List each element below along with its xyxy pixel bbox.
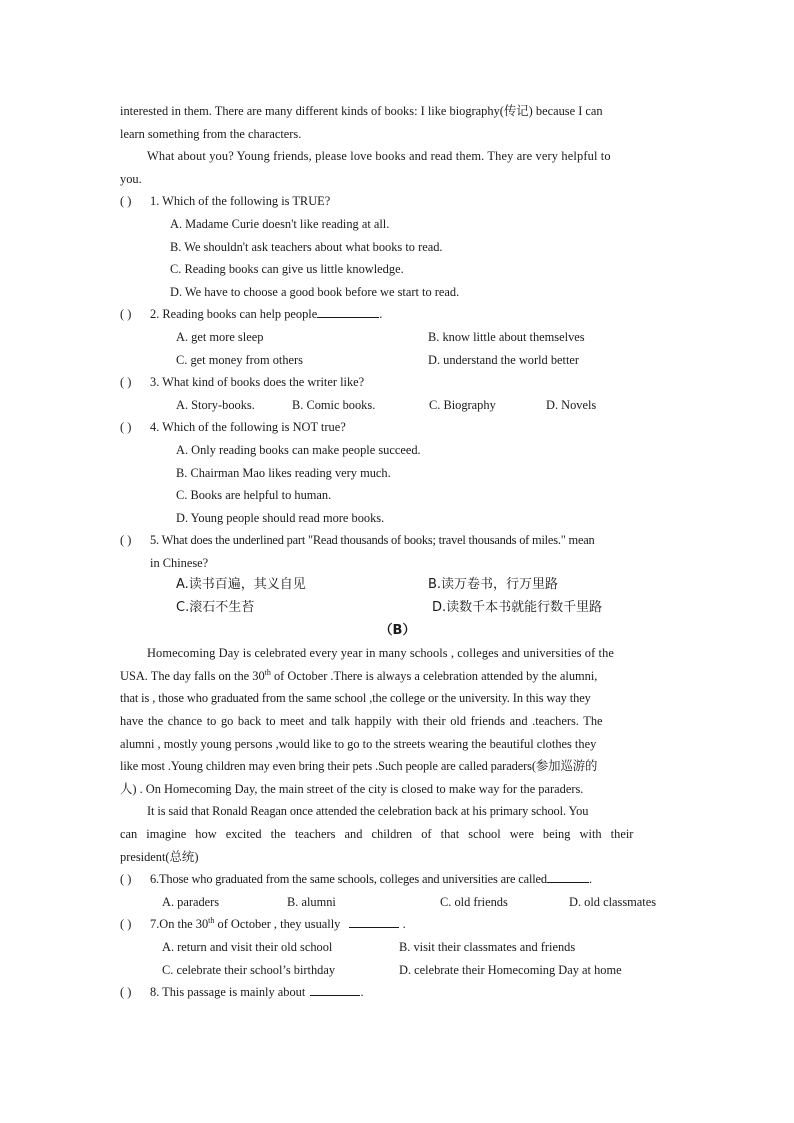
question-text-cont: in Chinese? (150, 555, 209, 570)
passage-line: It is said that Ronald Reagan once attended the celebration back at his primary school. You (147, 804, 589, 819)
passage-line: interested in them. There are many different kinds of books: I like biography(传记) because I can (120, 104, 603, 118)
option: A. paraders (162, 894, 220, 909)
option: A. return and visit their old school (162, 939, 333, 954)
passage-line: have the chance to go back to meet and talk happily with their old friends and .teachers. The (120, 714, 603, 729)
question-5 (120, 529, 675, 552)
option-row (120, 394, 675, 417)
answer-bracket[interactable]: ( ) (120, 917, 132, 932)
document-page (120, 100, 675, 1004)
question-7: ( ) 7.On the 30th of October , they usually . (120, 913, 675, 936)
passage-line: that is , those who graduated from the same school ,the college or the university. In this way they (120, 691, 591, 706)
option: D. Young people should read more books. (176, 510, 385, 525)
question-4 (120, 416, 675, 439)
option-row (120, 326, 675, 349)
question-text: 2. Reading books can help people (150, 307, 318, 322)
option: A. get more sleep (176, 329, 264, 344)
question-text: 1. Which of the following is TRUE? (150, 194, 331, 209)
passage-line: What about you? Young friends, please love books and read them. They are very helpful to (147, 149, 611, 164)
option-row (120, 574, 675, 597)
option: C.滚石不生苔 (176, 600, 255, 616)
option: B. visit their classmates and friends (399, 939, 576, 954)
option: B. alumni (287, 894, 336, 909)
option: A. Madame Curie doesn't like reading at all. (170, 216, 390, 231)
option: D. Novels (546, 397, 597, 412)
option: A.读书百遍，其义自见 (176, 577, 306, 593)
fill-blank[interactable] (317, 305, 379, 318)
question-text: 5. What does the underlined part "Read thousands of books; travel thousands of miles." mean (150, 533, 595, 548)
option: B. Comic books. (292, 397, 376, 412)
option: D. celebrate their Homecoming Day at home (399, 962, 622, 977)
answer-bracket[interactable]: ( ) (120, 194, 132, 209)
question-2: ( ) 2. Reading books can help people . (120, 303, 675, 326)
option: D. understand the world better (428, 352, 580, 367)
answer-bracket[interactable]: ( ) (120, 375, 132, 390)
option: A. Story-books. (176, 397, 255, 412)
answer-bracket[interactable]: ( ) (120, 872, 132, 887)
option: C. celebrate their school’s birthday (162, 962, 336, 977)
question-text: 8. This passage is mainly about (150, 985, 306, 1000)
fill-blank[interactable] (349, 915, 399, 928)
option: C. Reading books can give us little knowledge. (170, 262, 404, 277)
section-heading: （B） (379, 622, 416, 638)
option-row (120, 936, 675, 959)
passage-line: you. (120, 171, 142, 186)
passage-line: 人) . On Homecoming Day, the main street of the city is closed to make way for the paraders. (120, 781, 584, 796)
fill-blank[interactable] (547, 870, 589, 883)
option: C. get money from others (176, 352, 303, 367)
passage-line: alumni , mostly young persons ,would like to go to the streets wearing the beautiful clothes they (120, 736, 597, 751)
option: B. Chairman Mao likes reading very much. (176, 465, 391, 480)
option: D. old classmates (569, 894, 657, 909)
option-row (120, 349, 675, 372)
question-3 (120, 371, 675, 394)
answer-bracket[interactable]: ( ) (120, 420, 132, 435)
question-8: ( ) 8. This passage is mainly about . (120, 981, 675, 1004)
passage-line: can imagine how excited the teachers and children of that school were being with their (120, 827, 634, 841)
passage-line: president(总统) (120, 849, 199, 864)
option: C. old friends (440, 894, 508, 909)
option-row (120, 959, 675, 982)
passage-line: learn something from the characters. (120, 126, 302, 141)
passage-line: like most .Young children may even bring their pets .Such people are called paraders(参加巡游的 (120, 759, 598, 774)
passage-line: Homecoming Day is celebrated every year in many schools , colleges and universities of the (147, 646, 614, 661)
question-text: 6.Those who graduated from the same schools, colleges and universities are called (150, 872, 547, 887)
answer-bracket[interactable]: ( ) (120, 307, 132, 322)
option: A. Only reading books can make people succeed. (176, 442, 421, 457)
answer-bracket[interactable]: ( ) (120, 985, 132, 1000)
option: C. Books are helpful to human. (176, 488, 332, 503)
fill-blank[interactable] (310, 983, 360, 996)
option: D.读数千本书就能行数千里路 (432, 600, 603, 616)
option-row (120, 891, 675, 914)
answer-bracket[interactable]: ( ) (120, 533, 132, 548)
option: B. know little about themselves (428, 329, 585, 344)
question-text: 4. Which of the following is NOT true? (150, 420, 346, 435)
question-6: ( ) 6.Those who graduated from the same schools, colleges and universities are called . (120, 868, 675, 891)
option: C. Biography (429, 397, 496, 412)
passage-line: USA. The day falls on the 30th of October .There is always a celebration attended by the alumni, (120, 667, 598, 683)
question-1 (120, 190, 675, 213)
question-text: 3. What kind of books does the writer like? (150, 375, 365, 390)
option: B.读万卷书，行万里路 (428, 577, 559, 593)
option: D. We have to choose a good book before we start to read. (170, 284, 460, 299)
option-row (120, 597, 675, 620)
option: B. We shouldn't ask teachers about what books to read. (170, 239, 443, 254)
